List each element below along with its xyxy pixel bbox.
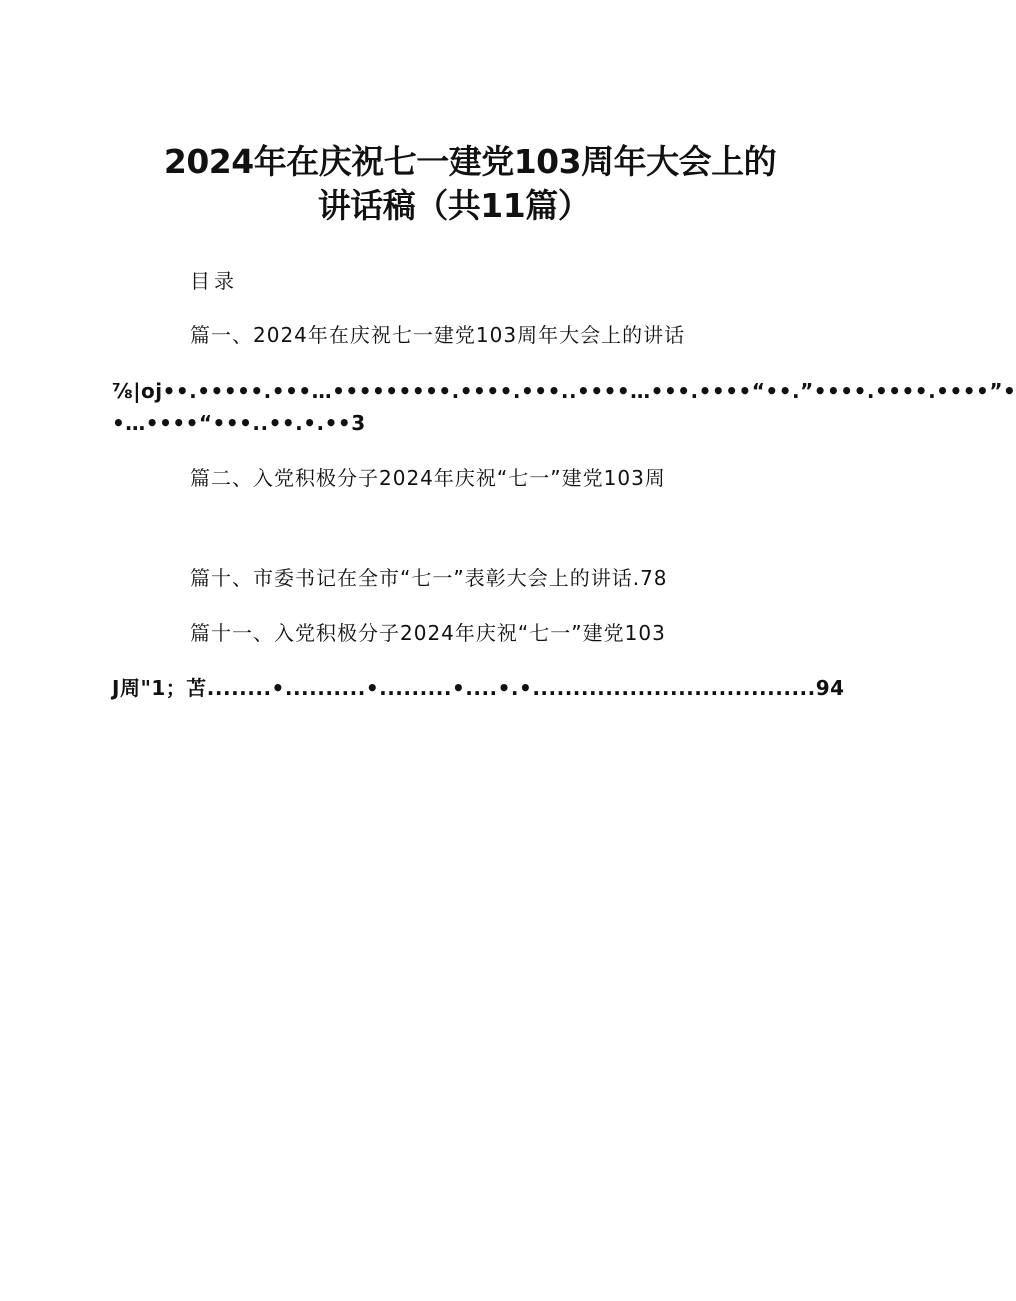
toc-entry-10[interactable]: 篇十、市委书记在全市“七一”表彰大会上的讲话.78 — [190, 566, 668, 590]
toc-entry-2[interactable]: 篇二、入党积极分子2024年庆祝“七一”建党103周 — [190, 466, 666, 490]
document-title-line-1: 2024年在庆祝七一建党103周年大会上的 — [163, 142, 777, 181]
toc-entry-1[interactable]: 篇一、2024年在庆祝七一建党103周年大会上的讲话 — [190, 323, 686, 347]
toc-entry-1-leader-line-2: •…••••“•••..••.•.••3 — [112, 411, 366, 435]
toc-entry-1-leader-line-1: ⅞|oj••.•••••.•••…•••••••••.••••.•••..••••…•••.••••“••.”••••.••••.••••”• — [112, 379, 1016, 403]
table-of-contents-label: 目录 — [190, 269, 238, 293]
toc-entry-11[interactable]: 篇十一、入党积极分子2024年庆祝“七一”建党103 — [190, 621, 666, 645]
document-title-line-2: 讲话稿（共11篇） — [317, 186, 591, 225]
toc-entry-11-leader-line: J周"1；苫........•..........•.........•....•.•...................................94 — [112, 676, 845, 700]
